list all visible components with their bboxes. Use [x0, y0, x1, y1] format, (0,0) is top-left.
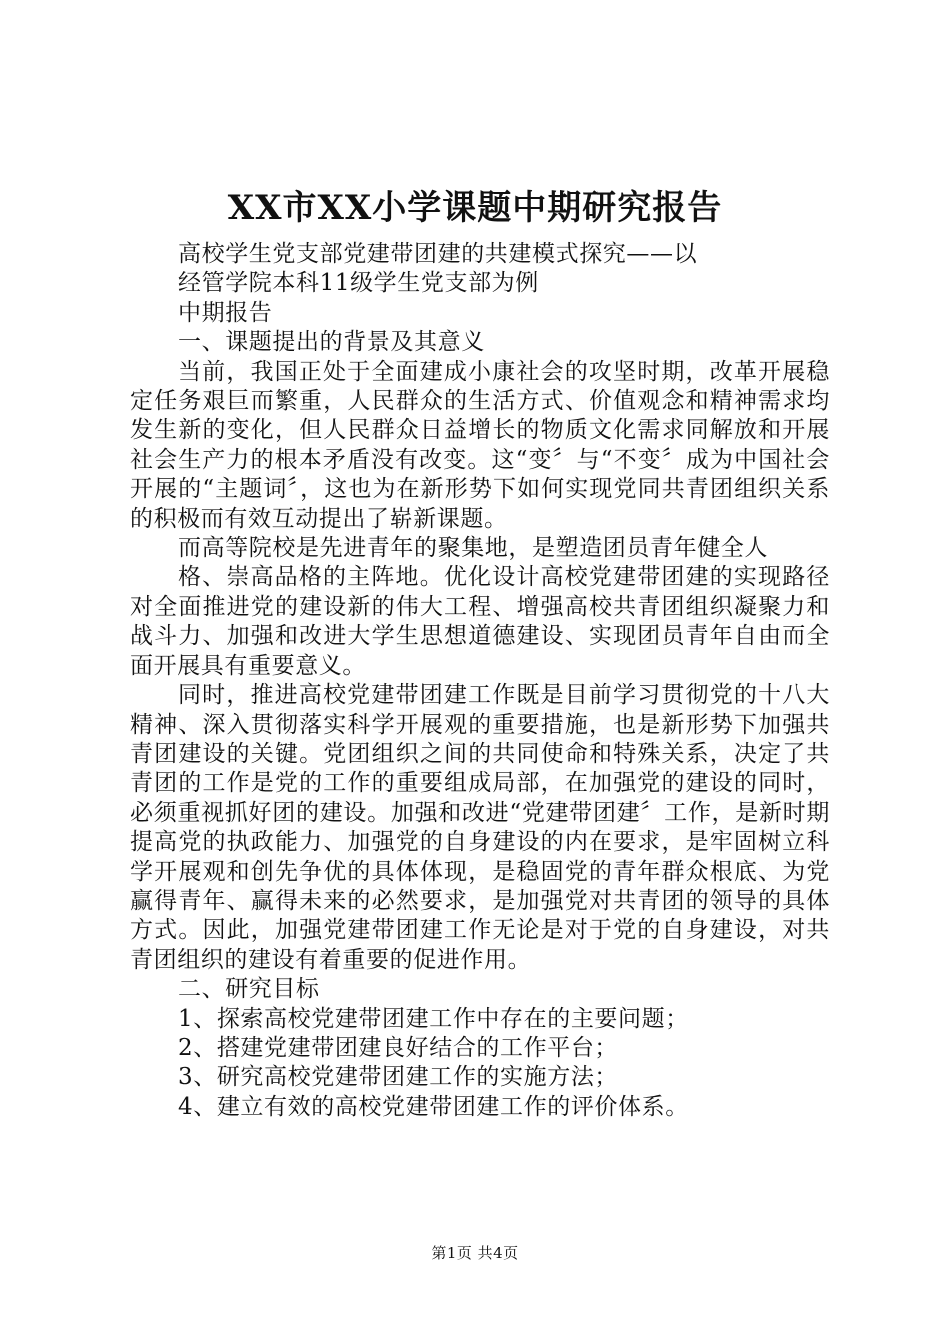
- goal-item-4: 4、建立有效的高校党建带团建工作的评价体系。: [178, 1093, 689, 1120]
- section-1-heading: 一、课题提出的背景及其意义: [178, 329, 485, 356]
- subtitle-line-1: 高校学生党支部党建带团建的共建模式探究——以: [178, 241, 698, 267]
- paragraph-2-first-line: 而高等院校是先进青年的聚集地，是塑造团员青年健全人: [178, 535, 768, 562]
- subtitle-line-2: 经管学院本科11级学生党支部为例: [178, 270, 539, 297]
- paragraph-2-rest: 格、崇高品格的主阵地。优化设计高校党建带团建的实现路径对全面推进党的建设新的伟大工程、增强高校共青团组织凝聚力和战斗力、加强和改进大学生思想道德建设、实现团员青年自由而全面开展具有重要意义。: [130, 564, 830, 679]
- goal-item-3: 3、研究高校党建带团建工作的实施方法；: [178, 1064, 619, 1091]
- goal-item-2: 2、搭建党建带团建良好结合的工作平台；: [178, 1034, 619, 1061]
- goal-item-1: 1、探索高校党建带团建工作中存在的主要问题；: [178, 1005, 689, 1032]
- section-2-heading: 二、研究目标: [178, 976, 320, 1003]
- report-label: 中期报告: [178, 299, 273, 326]
- paragraph-3: 同时，推进高校党建带团建工作既是目前学习贯彻党的十八大精神、深入贯彻落实科学开展观的重要措施，也是新形势下加强共青团建设的关键。党团组织之间的共同使命和特殊关系，决定了共青团的工作是党的工作的重要组成局部，在加强党的建设的同时，必须重视抓好团的建设。加强和改进“党建带团建〞工作，是新时期提高党的执政能力、加强党的自身建设的内在要求，是牢固树立科学开展观和创先争优的具体体现，是稳固党的青年群众根底、为党赢得青年、赢得未来的必然要求，是加强党对共青团的领导的具体方式。因此，加强党建带团建工作无论是对于党的自身建设，对共青团组织的建设有着重要的促进作用。: [130, 682, 830, 973]
- document-title: XX市XX小学课题中期研究报告: [227, 188, 723, 228]
- page-indicator: 第1页 共4页: [431, 1244, 519, 1262]
- paragraph-1: 当前，我国正处于全面建成小康社会的攻坚时期，改革开展稳定任务艰巨而繁重，人民群众的生活方式、价值观念和精神需求均发生新的变化，但人民群众日益增长的物质文化需求同解放和开展社会生产力的根本矛盾没有改变。这“变〞与“不变〞成为中国社会开展的“主题词〞，这也为在新形势下如何实现党同共青团组织关系的积极而有效互动提出了崭新课题。: [130, 358, 830, 532]
- document-body: [130, 240, 830, 1122]
